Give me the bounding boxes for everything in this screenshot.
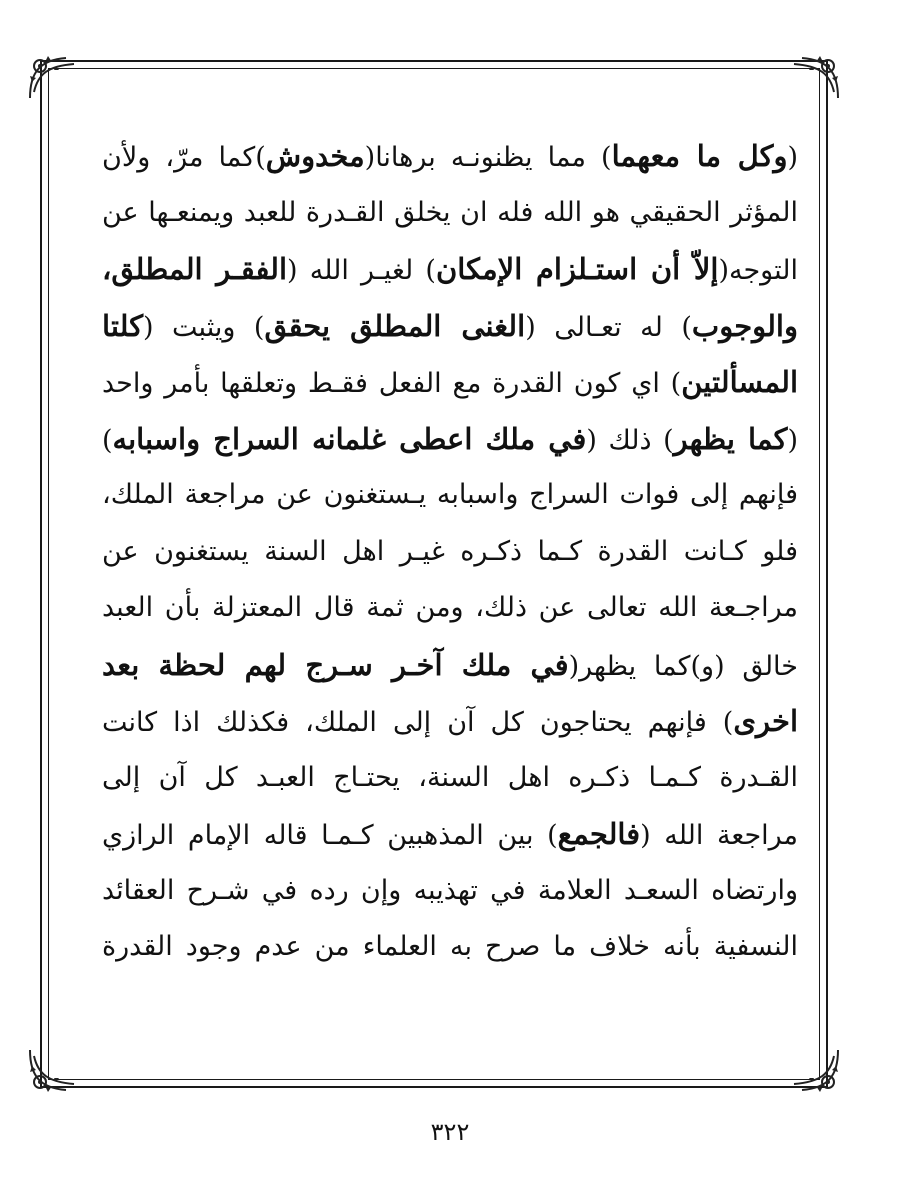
text-segment: ( [787, 424, 798, 456]
text-line [102, 467, 798, 524]
text-segment: فلو كـانت القدرة كـما ذكـره غيـر اهل السنة يستغنون عن [102, 535, 798, 567]
page-number: ٣٢٢ [430, 1118, 470, 1146]
page-border [40, 60, 828, 1088]
bold-text-segment: المسألتين [681, 365, 798, 399]
text-line [102, 919, 798, 976]
bold-text-segment: مخدوش [265, 139, 365, 173]
text-segment: ) لغيـر الله ( [287, 255, 436, 286]
bold-text-segment: الفقـر المطلق، [102, 252, 288, 286]
corner-ornament-icon [26, 52, 96, 102]
text-segment: مراجعة الله ( [640, 820, 798, 851]
text-line [102, 580, 798, 637]
text-line [102, 128, 798, 185]
bold-text-segment: الغنى المطلق يحقق [264, 308, 526, 343]
text-line [102, 863, 798, 920]
text-segment: التوجه( [718, 255, 798, 286]
text-line [102, 298, 798, 355]
bold-text-segment: وكل ما معهما [611, 139, 788, 173]
text-segment: مراجـعة الله تعالى عن ذلك، ومن ثمة قال المعتزلة بأن العبد [102, 592, 798, 623]
bold-text-segment: كما يظهر [673, 421, 788, 456]
text-line [102, 411, 798, 468]
text-segment: ) [102, 424, 113, 456]
bold-text-segment: اخرى [733, 704, 798, 738]
text-segment: ) اي كون القدرة مع الفعل فقـط وتعلقها بأمر واحد [102, 368, 682, 399]
bold-text-segment: إلاّ أن استـلزام الإمكان [435, 252, 719, 286]
text-segment: القـدرة كـمـا ذكـره اهل السنة، يحتـاج العبـد كل آن إلى [102, 761, 798, 793]
text-segment: النسفية بأنه خلاف ما صرح به العلماء من عدم وجود القدرة [102, 931, 798, 962]
text-line [102, 524, 798, 581]
text-segment: ) ذلك ( [586, 424, 674, 456]
text-segment: ) له تعـالى ( [525, 311, 692, 343]
bold-text-segment: في ملك آخـر سـرج لهم لحظة بعد [102, 647, 569, 682]
corner-ornament-icon [26, 1046, 96, 1096]
text-segment: المؤثر الحقيقي هو الله فله ان يخلق القـدرة للعبد ويمنعـها عن [102, 196, 798, 228]
text-segment: ) ويثبت ( [143, 311, 265, 343]
text-segment: ( [787, 142, 798, 173]
bold-text-segment: والوجوب [691, 308, 798, 343]
text-line [102, 185, 798, 242]
text-segment: فإنهم إلى فوات السراج واسبابه يـستغنون عن مراجعة الملك، [102, 479, 798, 510]
text-line [102, 750, 798, 807]
text-line [102, 241, 798, 298]
text-line [102, 637, 798, 694]
corner-ornament-icon [772, 1046, 842, 1096]
text-segment: خالق (و)كما يظهر( [568, 650, 798, 682]
text-segment: ) مما يظنونـه برهانا( [364, 142, 612, 173]
text-segment: ) بين المذهبين كـمـا قاله الإمام الرازي [102, 820, 558, 851]
text-line [102, 806, 798, 863]
text-segment: وارتضاه السعـد العلامة في تهذيبه وإن رده في شـرح العقائد [102, 874, 798, 906]
body-text [102, 128, 798, 976]
bold-text-segment: فالجمع [557, 817, 641, 851]
text-segment: )كما مرّ، ولأن [102, 142, 266, 173]
bold-text-segment: في ملك اعطى غلمانه السراج واسبابه [112, 421, 587, 456]
text-segment: ) فإنهم يحتاجون كل آن إلى الملك، فكذلك اذا كانت [102, 707, 734, 738]
bold-text-segment: كلتا [102, 308, 143, 343]
text-line [102, 354, 798, 411]
text-line [102, 693, 798, 750]
corner-ornament-icon [772, 52, 842, 102]
